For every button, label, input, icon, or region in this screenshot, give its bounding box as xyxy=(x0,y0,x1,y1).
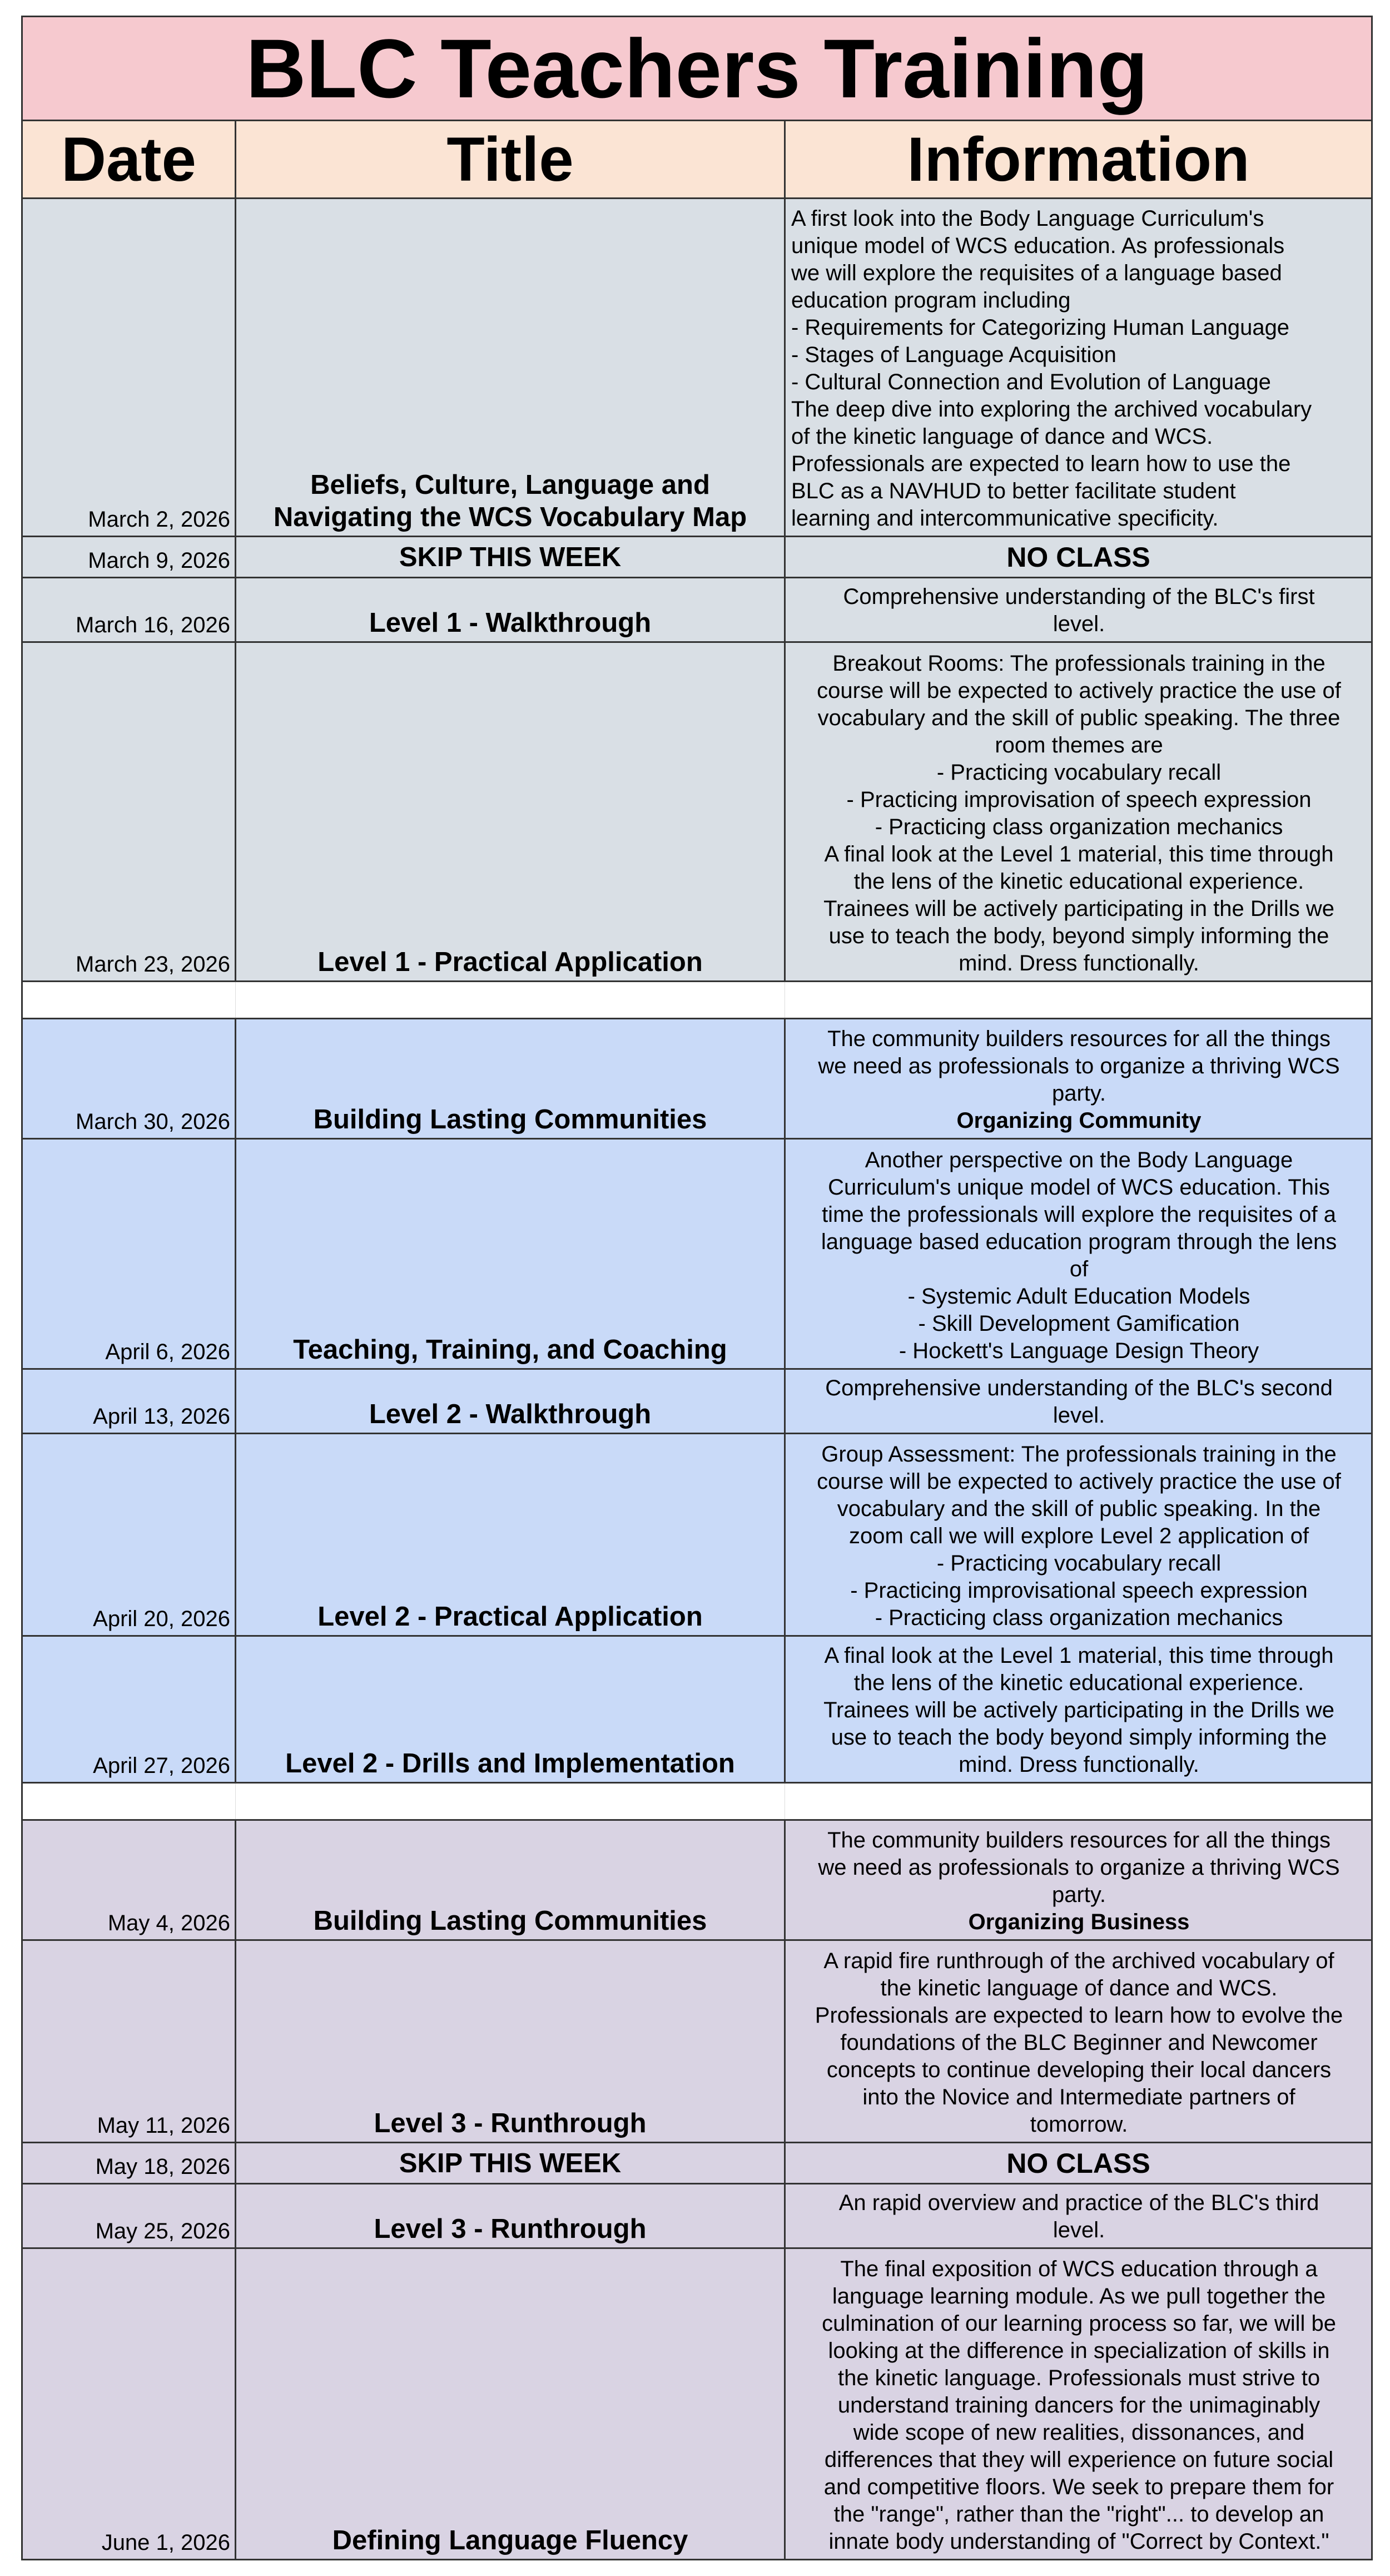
table-row xyxy=(22,1369,1372,1434)
row-title: Defining Language Fluency xyxy=(236,2248,785,2560)
row-title: Level 3 - Runthrough xyxy=(236,2184,785,2248)
table-row xyxy=(22,2248,1372,2560)
row-title: SKIP THIS WEEK xyxy=(236,537,785,578)
table-row xyxy=(22,578,1372,642)
row-date: June 1, 2026 xyxy=(22,2248,236,2560)
table-row xyxy=(22,199,1372,537)
row-date: May 11, 2026 xyxy=(22,1940,236,2143)
row-title: Level 2 - Walkthrough xyxy=(236,1369,785,1434)
table-row xyxy=(22,2184,1372,2248)
row-title: Level 1 - Practical Application xyxy=(236,642,785,982)
row-date: May 25, 2026 xyxy=(22,2184,236,2248)
row-information: A final look at the Level 1 material, this time through the lens of the kinetic educational experience. Trainees will be actively participating in the Drills we use to teach the body beyond simply informing the mind. Dress functionally. xyxy=(785,1636,1372,1783)
row-information: An rapid overview and practice of the BLC's third level. xyxy=(785,2184,1372,2248)
row-information: NO CLASS xyxy=(785,537,1372,578)
column-header-date: Date xyxy=(22,121,236,199)
table-row xyxy=(22,1940,1372,2143)
row-information: Comprehensive understanding of the BLC's second level. xyxy=(785,1369,1372,1434)
row-title: Building Lasting Communities xyxy=(236,1019,785,1139)
table-row xyxy=(22,1820,1372,1940)
column-header-information: Information xyxy=(785,121,1372,199)
row-title: Level 2 - Practical Application xyxy=(236,1434,785,1636)
row-title: SKIP THIS WEEK xyxy=(236,2143,785,2184)
row-date: April 27, 2026 xyxy=(22,1636,236,1783)
row-title: Level 1 - Walkthrough xyxy=(236,578,785,642)
row-information: A rapid fire runthrough of the archived vocabulary of the kinetic language of dance and WCS. Professionals are expected to learn how to evolve the foundations of the BLC Beginner and Newcomer concepts to continue developing their local dancers into the Novice and Intermediate partners of tomorrow. xyxy=(785,1940,1372,2143)
row-date: April 13, 2026 xyxy=(22,1369,236,1434)
row-information: A first look into the Body Language Curriculum's unique model of WCS education. As professionals we will explore the requisites of a language based education program including - Requirements for Categorizing Human Language - Stages of Language Acquisition - Cultural Connection and Evolution of Language The deep dive into exploring the archived vocabulary of the kinetic language of dance and WCS. Professionals are expected to learn how to use the BLC as a NAVHUD to better facilitate student learning and intercommunicative specificity. xyxy=(785,199,1372,537)
row-information: Another perspective on the Body Language Curriculum's unique model of WCS education. This time the professionals will explore the requisites of a language based education program through the lens of - Systemic Adult Education Models - Skill Development Gamification - Hockett's Language Design Theory xyxy=(785,1139,1372,1369)
table-row xyxy=(22,2143,1372,2184)
row-date: March 9, 2026 xyxy=(22,537,236,578)
row-date: May 4, 2026 xyxy=(22,1820,236,1940)
row-date: March 23, 2026 xyxy=(22,642,236,982)
row-date: April 6, 2026 xyxy=(22,1139,236,1369)
row-date: May 18, 2026 xyxy=(22,2143,236,2184)
row-title: Level 2 - Drills and Implementation xyxy=(236,1636,785,1783)
table-row xyxy=(22,1139,1372,1369)
row-information: Breakout Rooms: The professionals training in the course will be expected to actively practice the use of vocabulary and the skill of public speaking. The three room themes are - Practicing vocabulary recall - Practicing improvisation of speech expression - Practicing class organization mechanics A final look at the Level 1 material, this time through the lens of the kinetic educational experience. Trainees will be actively participating in the Drills we use to teach the body, beyond simply informing the mind. Dress functionally. xyxy=(785,642,1372,982)
group-spacer xyxy=(22,982,1372,1019)
row-date: April 20, 2026 xyxy=(22,1434,236,1636)
table-row xyxy=(22,537,1372,578)
row-information: Group Assessment: The professionals training in the course will be expected to actively practice the use of vocabulary and the skill of public speaking. In the zoom call we will explore Level 2 application of - Practicing vocabulary recall - Practicing improvisational speech expression - Practicing class organization mechanics xyxy=(785,1434,1372,1636)
row-information: NO CLASS xyxy=(785,2143,1372,2184)
row-title: Beliefs, Culture, Language and Navigating the WCS Vocabulary Map xyxy=(236,199,785,537)
row-information: Comprehensive understanding of the BLC's first level. xyxy=(785,578,1372,642)
schedule-table xyxy=(21,16,1373,2560)
row-date: March 30, 2026 xyxy=(22,1019,236,1139)
row-information: The final exposition of WCS education through a language learning module. As we pull together the culmination of our learning process so far, we will be looking at the difference in specialization of skills in the kinetic language. Professionals must strive to understand training dancers for the unimaginably wide scope of new realities, dissonances, and differences that they will experience on future social and competitive floors. We seek to prepare them for the "range", rather than the "right"... to develop an innate body understanding of "Correct by Context." xyxy=(785,2248,1372,2560)
row-title: Teaching, Training, and Coaching xyxy=(236,1139,785,1369)
row-date: March 2, 2026 xyxy=(22,199,236,537)
column-header-title: Title xyxy=(236,121,785,199)
table-row xyxy=(22,1434,1372,1636)
row-information: The community builders resources for all the things we need as professionals to organize a thriving WCS party. Organizing Community xyxy=(785,1019,1372,1139)
group-spacer xyxy=(22,1783,1372,1820)
table-row xyxy=(22,1019,1372,1139)
schedule-sheet xyxy=(21,16,1371,2560)
table-row xyxy=(22,1636,1372,1783)
row-title: Building Lasting Communities xyxy=(236,1820,785,1940)
row-information: The community builders resources for all the things we need as professionals to organize a thriving WCS party. Organizing Business xyxy=(785,1820,1372,1940)
row-date: March 16, 2026 xyxy=(22,578,236,642)
row-title: Level 3 - Runthrough xyxy=(236,1940,785,2143)
page-title: BLC Teachers Training xyxy=(22,17,1372,121)
table-row xyxy=(22,642,1372,982)
